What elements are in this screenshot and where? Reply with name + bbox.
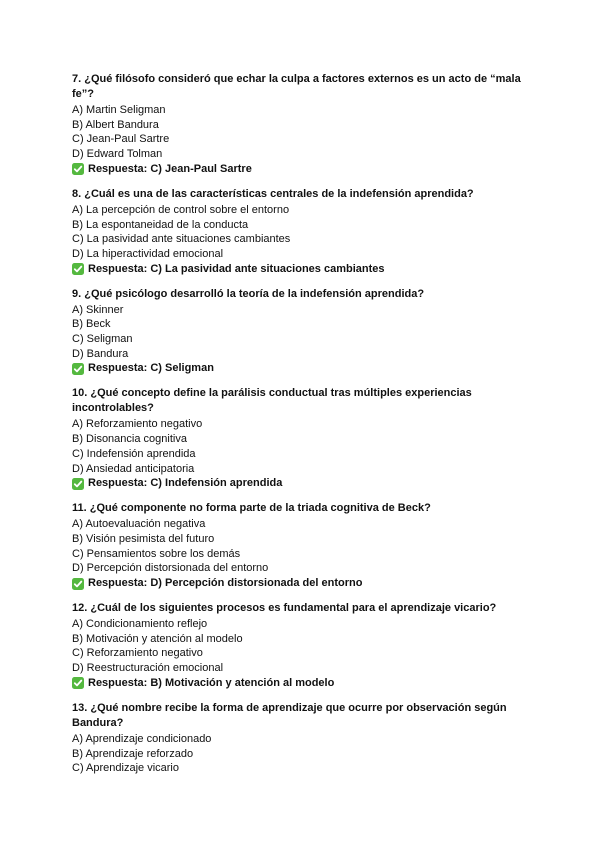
answer-option: C) Indefensión aprendida bbox=[72, 447, 196, 460]
answer-option: A) Skinner bbox=[72, 303, 124, 316]
answer-option: D) Ansiedad anticipatoria bbox=[72, 462, 195, 475]
question-title: 10. ¿Qué concepto define la parálisis conductual tras múltiples experiencias incontrolables? bbox=[72, 387, 472, 415]
correct-answer-text: Respuesta: C) Jean-Paul Sartre bbox=[88, 162, 252, 175]
answer-option: C) La pasividad ante situaciones cambiantes bbox=[72, 233, 291, 246]
answer-option: D) La hiperactividad emocional bbox=[72, 247, 224, 260]
correct-answer bbox=[72, 361, 532, 376]
answer-option: A) Martin Seligman bbox=[72, 104, 166, 116]
question-block bbox=[72, 187, 532, 277]
answer-option: A) La percepción de control sobre el entorno bbox=[72, 203, 290, 216]
question-block bbox=[72, 601, 532, 691]
check-mark-icon bbox=[72, 478, 84, 490]
question-block bbox=[72, 386, 532, 491]
answer-option: B) Beck bbox=[72, 318, 111, 331]
question-block bbox=[72, 501, 532, 591]
check-mark-icon bbox=[72, 163, 84, 175]
correct-answer-text: Respuesta: D) Percepción distorsionada del entorno bbox=[88, 577, 363, 590]
answer-option: C) Seligman bbox=[72, 333, 133, 346]
answer-option: A) Condicionamiento reflejo bbox=[72, 618, 208, 631]
answer-option: C) Aprendizaje vicario bbox=[72, 762, 179, 775]
correct-answer-text: Respuesta: C) La pasividad ante situaciones cambiantes bbox=[88, 262, 385, 275]
question-title: 8. ¿Cuál es una de las características centrales de la indefensión aprendida? bbox=[72, 187, 474, 200]
correct-answer-text: Respuesta: C) Seligman bbox=[88, 362, 214, 375]
check-mark-icon bbox=[72, 263, 84, 275]
check-mark-icon bbox=[72, 677, 84, 689]
correct-answer-text: Respuesta: B) Motivación y atención al modelo bbox=[88, 676, 335, 689]
correct-answer bbox=[72, 676, 532, 691]
question-title: 7. ¿Qué filósofo consideró que echar la culpa a factores externos es un acto de “mala fe”? bbox=[72, 73, 521, 100]
correct-answer bbox=[72, 576, 532, 591]
question-title: 9. ¿Qué psicólogo desarrolló la teoría de la indefensión aprendida? bbox=[72, 287, 425, 300]
answer-option: B) Visión pesimista del futuro bbox=[72, 532, 215, 545]
correct-answer bbox=[72, 476, 532, 491]
correct-answer bbox=[72, 162, 532, 177]
check-mark-icon bbox=[72, 363, 84, 375]
answer-option: A) Aprendizaje condicionado bbox=[72, 732, 212, 745]
answer-option: D) Edward Tolman bbox=[72, 148, 163, 161]
answer-option: B) Aprendizaje reforzado bbox=[72, 747, 194, 760]
answer-option: B) Albert Bandura bbox=[72, 118, 159, 131]
question-block bbox=[72, 701, 532, 776]
correct-answer bbox=[72, 262, 532, 277]
question-block bbox=[72, 287, 532, 377]
question-block bbox=[72, 72, 532, 177]
answer-option: D) Percepción distorsionada del entorno bbox=[72, 562, 269, 575]
answer-option: B) Motivación y atención al modelo bbox=[72, 632, 243, 645]
check-mark-icon bbox=[72, 578, 84, 590]
answer-option: C) Pensamientos sobre los demás bbox=[72, 547, 241, 560]
question-title: 11. ¿Qué componente no forma parte de la triada cognitiva de Beck? bbox=[72, 502, 431, 515]
answer-option: B) Disonancia cognitiva bbox=[72, 433, 187, 446]
correct-answer-text: Respuesta: C) Indefensión aprendida bbox=[88, 477, 283, 490]
question-title: 13. ¿Qué nombre recibe la forma de aprendizaje que ocurre por observación según Bandura? bbox=[72, 701, 507, 729]
answer-option: A) Autoevaluación negativa bbox=[72, 518, 206, 531]
answer-option: C) Reforzamiento negativo bbox=[72, 647, 203, 660]
question-title: 12. ¿Cuál de los siguientes procesos es fundamental para el aprendizaje vicario? bbox=[72, 602, 497, 615]
answer-option: B) La espontaneidad de la conducta bbox=[72, 218, 249, 231]
answer-option: D) Reestructuración emocional bbox=[72, 662, 224, 675]
answer-option: A) Reforzamiento negativo bbox=[72, 418, 203, 431]
answer-option: D) Bandura bbox=[72, 347, 129, 360]
answer-option: C) Jean-Paul Sartre bbox=[72, 133, 170, 146]
quiz-content bbox=[72, 72, 532, 786]
